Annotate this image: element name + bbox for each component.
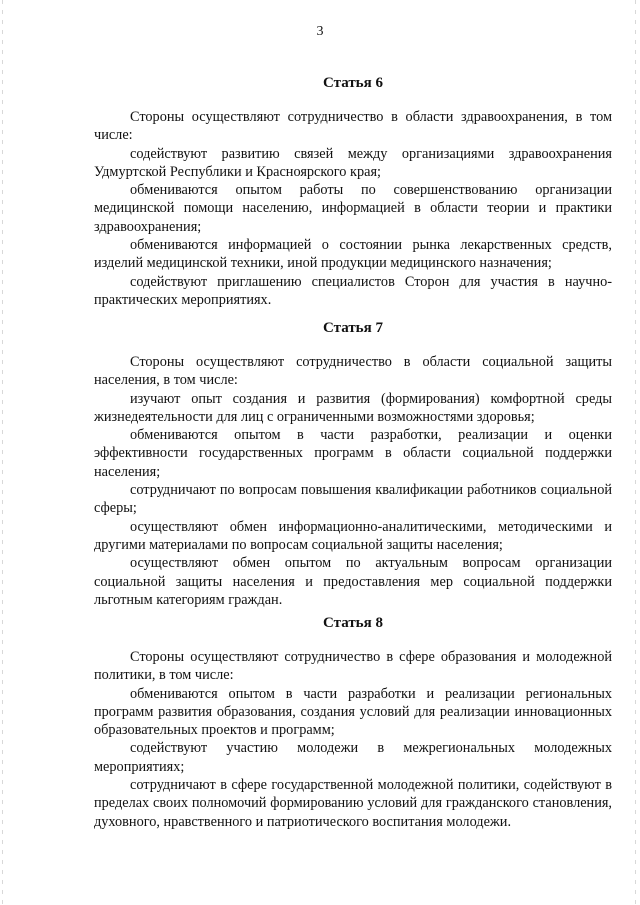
article-7 (94, 318, 612, 609)
paragraph: осуществляют обмен информационно-аналитическими, методическими и другими материалами по вопросам социальной защиты населения; (94, 518, 612, 553)
article-6 (94, 73, 612, 309)
article-title: Статья 7 (323, 320, 383, 336)
paragraph: Стороны осуществляют сотрудничество в области социальной защиты населения, в том числе: (94, 354, 612, 389)
article-8 (94, 613, 612, 831)
article-title: Статья 6 (323, 75, 383, 91)
page-number: 3 (316, 24, 324, 39)
paragraph: обмениваются информацией о состоянии рынка лекарственных средств, изделий медицинской техники, иной продукции медицинского назначения; (94, 237, 612, 272)
paragraph: Стороны осуществляют сотрудничество в области здравоохранения, в том числе: (94, 109, 612, 144)
paragraph: обмениваются опытом в части разработки и реализации региональных программ развития образования, создания условий для реализации инновационных образовательных проектов и программ; (94, 685, 612, 739)
scan-edge-right (635, 0, 636, 905)
paragraph: Стороны осуществляют сотрудничество в сфере образования и молодежной политики, в том числе: (94, 649, 612, 684)
paragraph: обмениваются опытом в части разработки, реализации и оценки эффективности государственных программ в области социальной поддержки населения; (94, 427, 612, 480)
paragraph: содействуют участию молодежи в межрегиональных молодежных мероприятиях; (94, 740, 612, 775)
paragraph: содействуют приглашению специалистов Сторон для участия в научно-практических мероприятиях. (94, 273, 612, 308)
paragraph: изучают опыт создания и развития (формирования) комфортной среды жизнедеятельности для лиц с ограниченными возможностями здоровья; (94, 390, 612, 425)
paragraph: осуществляют обмен опытом по актуальным вопросам организации социальной защиты населения и предоставления мер социальной поддержки льготным категориям граждан. (94, 555, 612, 608)
paragraph: обмениваются опытом работы по совершенствованию организации медицинской помощи населению, информацией в области теории и практики здравоохранения; (94, 182, 612, 235)
scan-edge-left (2, 0, 3, 905)
paragraph: сотрудничают в сфере государственной молодежной политики, содействуют в пределах своих полномочий формированию условий для гражданского становления, духовного, нравственного и патриотического воспитания молодежи. (94, 777, 612, 830)
article-title: Статья 8 (323, 615, 383, 631)
paragraph: сотрудничают по вопросам повышения квалификации работников социальной сферы; (94, 482, 612, 517)
paragraph: содействуют развитию связей между организациями здравоохранения Удмуртской Республики и Красноярского края; (94, 145, 612, 180)
